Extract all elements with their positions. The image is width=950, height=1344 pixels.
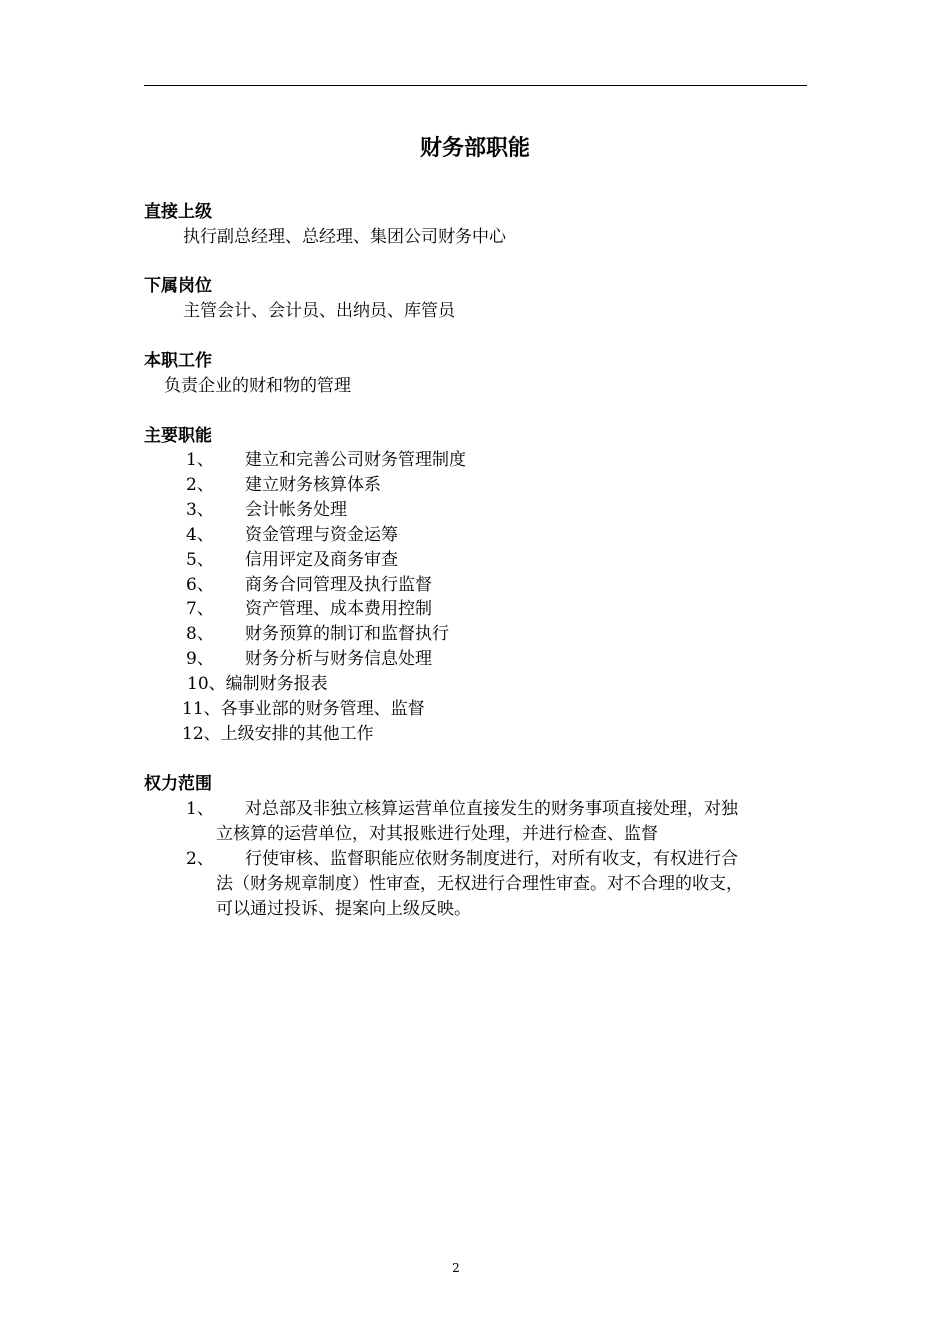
page-title: 财务部职能 <box>419 136 530 161</box>
list-item-text: 对总部及非独立核算运营单位直接发生的财务事项直接处理，对独 <box>245 799 738 819</box>
list-item-number: 7、 <box>186 599 214 619</box>
list-item-number: 8、 <box>186 624 214 644</box>
list-item-text: 11、各事业部的财务管理、监督 <box>182 699 425 719</box>
header-rule <box>144 85 807 86</box>
section-heading-authority: 权力范围 <box>144 774 212 794</box>
list-item-number: 3、 <box>186 500 214 520</box>
list-item-text-continuation: 可以通过投诉、提案向上级反映。 <box>216 899 471 919</box>
section-heading-subordinates: 下属岗位 <box>144 276 212 296</box>
list-item-text: 建立财务核算体系 <box>245 475 381 495</box>
list-item-text: 行使审核、监督职能应依财务制度进行，对所有收支，有权进行合 <box>245 849 738 869</box>
list-item-text: 12、上级安排的其他工作 <box>182 724 374 744</box>
list-item-text-continuation: 法（财务规章制度）性审查，无权进行合理性审查。对不合理的收支， <box>216 874 743 894</box>
section-heading-main-functions: 主要职能 <box>144 426 212 446</box>
list-item-number: 9、 <box>186 649 214 669</box>
list-item-text: 会计帐务处理 <box>245 500 347 520</box>
list-item-number: 5、 <box>186 550 214 570</box>
list-item-text: 建立和完善公司财务管理制度 <box>245 450 466 470</box>
list-item-number: 1、 <box>186 450 214 470</box>
list-item-text: 资金管理与资金运筹 <box>245 525 398 545</box>
list-item-text: 资产管理、成本费用控制 <box>245 599 432 619</box>
list-item-number: 1、 <box>186 799 214 819</box>
list-item-text: 财务预算的制订和监督执行 <box>245 624 449 644</box>
list-item-number: 4、 <box>186 525 214 545</box>
subordinates-text: 主管会计、会计员、出纳员、库管员 <box>183 301 455 321</box>
section-heading-direct-superior: 直接上级 <box>144 202 212 222</box>
page-number: 2 <box>452 1261 460 1275</box>
list-item-number: 2、 <box>186 849 214 869</box>
list-item-text-continuation: 立核算的运营单位，对其报账进行处理，并进行检查、监督 <box>216 824 658 844</box>
list-item-number: 6、 <box>186 575 214 595</box>
list-item-text: 财务分析与财务信息处理 <box>245 649 432 669</box>
direct-superior-text: 执行副总经理、总经理、集团公司财务中心 <box>183 227 506 247</box>
section-heading-main-work: 本职工作 <box>144 351 212 371</box>
list-item-text: 10、编制财务报表 <box>187 674 328 694</box>
list-item-text: 商务合同管理及执行监督 <box>245 575 432 595</box>
list-item-text: 信用评定及商务审查 <box>245 550 398 570</box>
main-work-text: 负责企业的财和物的管理 <box>164 376 351 396</box>
list-item-number: 2、 <box>186 475 214 495</box>
